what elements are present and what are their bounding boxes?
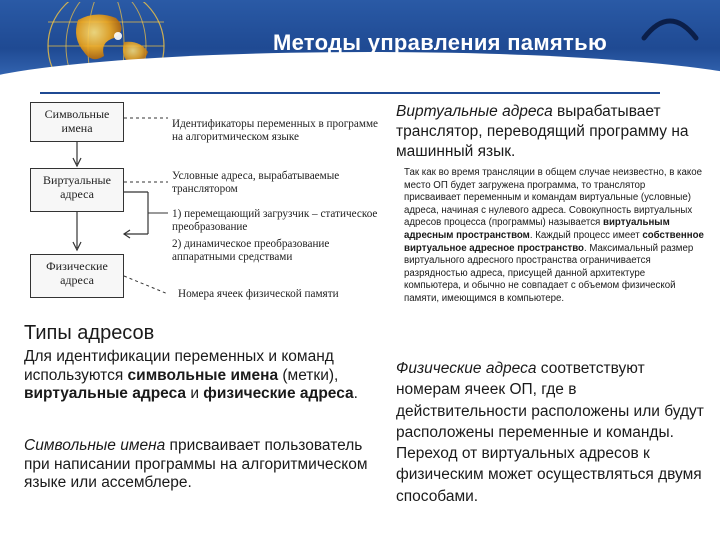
header-divider bbox=[40, 92, 660, 94]
physical-addresses-label: Физические адреса bbox=[46, 259, 108, 287]
p1-physical-addresses: физические адреса bbox=[203, 385, 354, 402]
p2-symbolic-names: Символьные имена bbox=[24, 437, 166, 454]
details-text-a: Так как во время трансляции в общем случае неизвестно, в какое место ОП будет загружена программа, то транслятор присваивает переменным и командам виртуальные (условные) адреса, начиная с нулевого адреса. Совокупность виртуальных адресов процесса (программы) называется bbox=[404, 167, 703, 229]
p2-text-b: присваивает пользователь при написании программы на алгоритмическом языке или ассемблере. bbox=[24, 437, 368, 491]
symbolic-names-box bbox=[30, 102, 124, 142]
virtual-addresses-label: Виртуальные адреса bbox=[43, 173, 111, 201]
p1-virtual-addresses: виртуальные адреса bbox=[24, 385, 187, 402]
p1-text-e: и bbox=[186, 385, 204, 402]
symbolic-names-paragraph bbox=[24, 437, 384, 493]
p1-text-a: Для идентификации переменных и команд используются bbox=[24, 348, 334, 384]
address-types-paragraph bbox=[24, 348, 384, 404]
details-text-c: . Каждый процесс имеет bbox=[529, 229, 643, 241]
virtual-space-details bbox=[404, 167, 704, 306]
identifiers-text: Идентификаторы переменных в программе на алгоритмическом языке bbox=[172, 118, 378, 143]
symbolic-names-label: Символьные имена bbox=[44, 107, 110, 135]
physical-addresses-box bbox=[30, 254, 124, 298]
physical-addresses-text: соответствуют номерам ячеек ОП, где в действительности расположены или будут расположены переменные и команды. Переход от виртуальных адресов к физическим может осуществляться двумя способами. bbox=[396, 360, 704, 505]
slide-title: Методы управления памятью bbox=[272, 30, 608, 55]
slide-header bbox=[0, 0, 720, 88]
p1-symbolic-names: символьные имена bbox=[127, 366, 279, 384]
virtual-addresses-text: вырабатывает транслятор, переводящий программу на машинный язык. bbox=[396, 103, 689, 160]
section-title: Типы адресов bbox=[24, 322, 155, 344]
details-own-space: собственное виртуальное адресное пространство bbox=[404, 229, 704, 254]
virtual-addresses-box bbox=[30, 168, 124, 212]
physical-addresses-term: Физические адреса bbox=[396, 360, 537, 377]
p1-text-g: . bbox=[353, 385, 358, 402]
virtual-addresses-paragraph bbox=[396, 102, 708, 162]
p1-text-c: (метки), bbox=[278, 366, 339, 384]
address-diagram bbox=[28, 98, 388, 312]
details-virtual-space: виртуальным адресным пространством bbox=[404, 217, 670, 241]
dynamic-conversion-text: 2) динамическое преобразование аппаратными средствами bbox=[172, 238, 330, 263]
physical-addresses-paragraph bbox=[396, 358, 708, 507]
relocating-loader-text: 1) перемещающий загрузчик – статическое преобразование bbox=[172, 208, 378, 233]
physical-cells-text: Номера ячеек физической памяти bbox=[178, 288, 339, 300]
conditional-addresses-text: Условные адреса, вырабатываемые транслятором bbox=[172, 170, 340, 195]
virtual-addresses-term: Виртуальные адреса bbox=[396, 103, 553, 120]
details-text-e: . Максимальный размер виртуального адресного пространства ограничивается разрядностью адреса, присущей данной архитектуре компьютера, и обычно не совпадает с объемом физической памяти, имеющимся в компьютере. bbox=[404, 242, 694, 304]
